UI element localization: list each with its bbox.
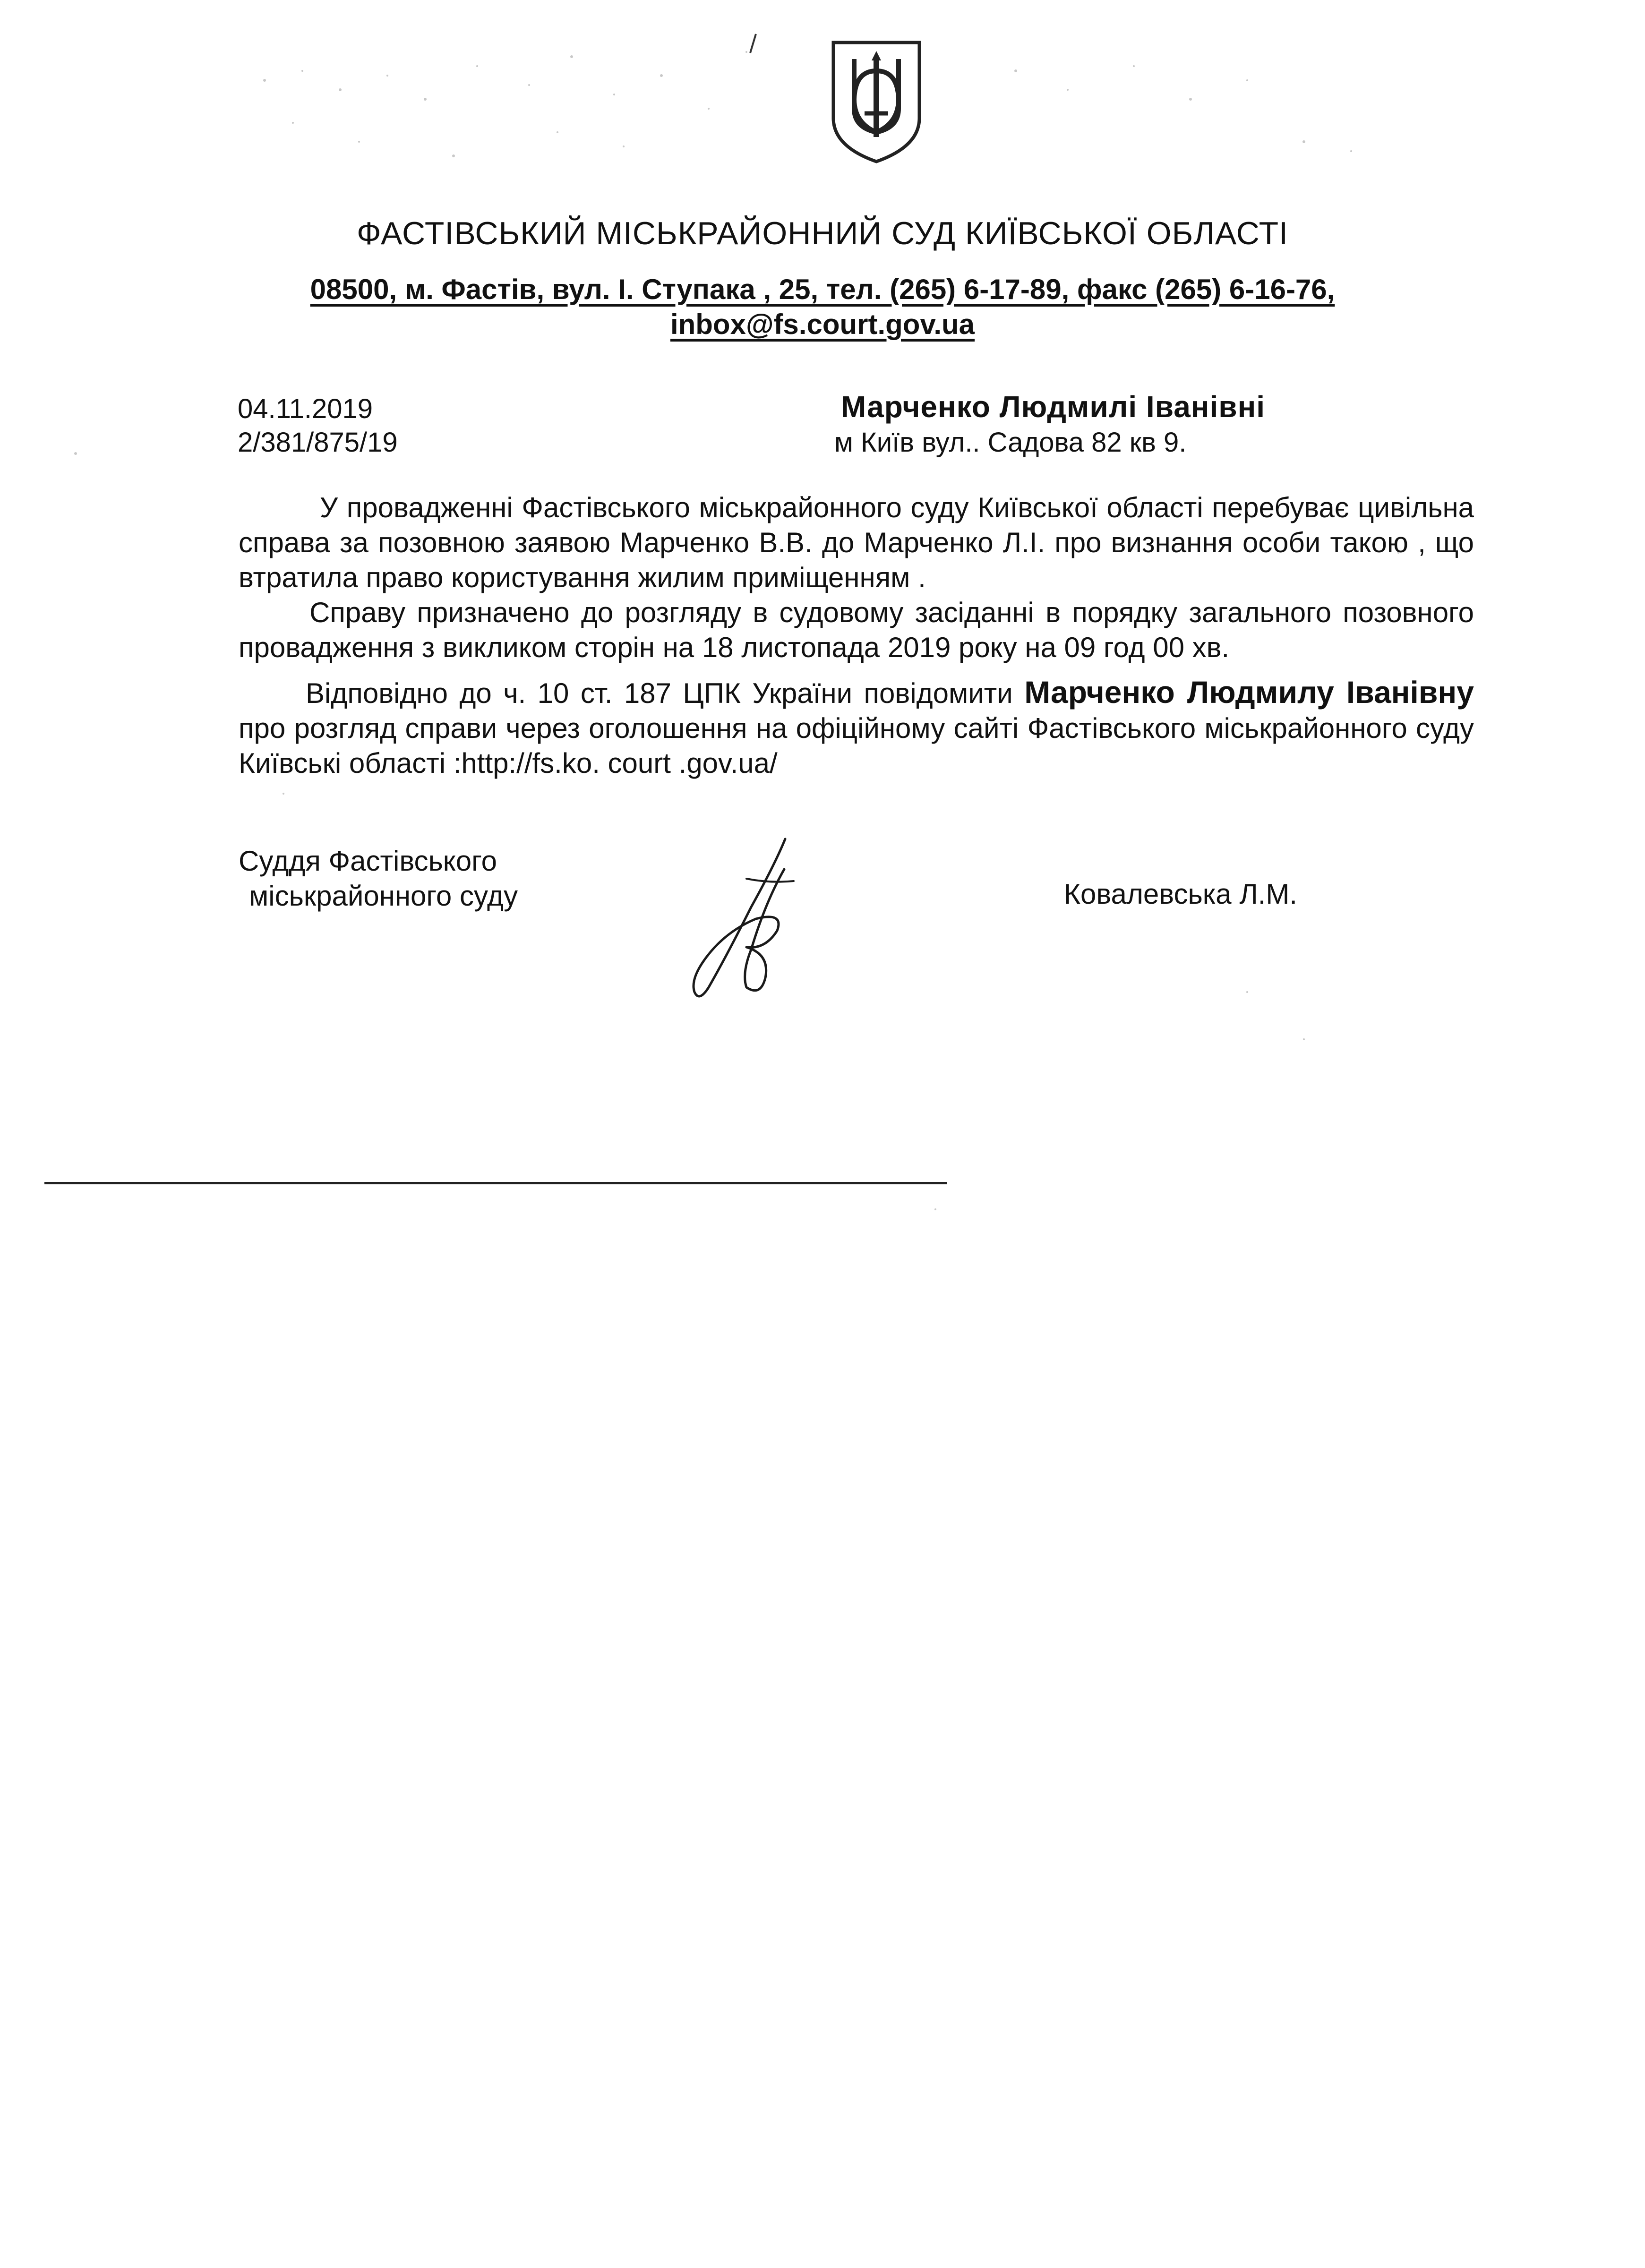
case-number: 2/381/875/19: [238, 427, 398, 458]
recipient-address: м Київ вул.. Садова 82 кв 9.: [834, 427, 1187, 458]
court-email: inbox@fs.court.gov.ua: [670, 308, 975, 340]
judge-name: Ковалевська Л.М.: [1064, 878, 1298, 910]
paragraph-notification: [239, 675, 1474, 781]
notification-text-end: про розгляд справи через оголошення на офіційному сайті Фастівського міськрайонного суду Київські області :http://fs.ko. court .gov.ua/: [239, 712, 1474, 779]
notification-text: Відповідно до ч. 10 ст. 187 ЦПК України повідомити: [306, 677, 1025, 709]
court-name: ФАСТІВСЬКИЙ МІСЬКРАЙОННИЙ СУД КИЇВСЬКОЇ ОБЛАСТІ: [356, 215, 1289, 251]
letter-body: [239, 490, 1474, 781]
judge-title-line2: міськрайонного суду: [249, 880, 518, 912]
notified-person-name: Марченко Людмилу Іванівну: [1024, 675, 1474, 710]
paragraph-case-info: У провадженні Фастівського міськрайонного суду Київської області перебуває цивільна справа за позовною заявою Марченко В.В. до Марченко Л.І. про визнання особи такою , що втратила право користування жилим приміщенням .: [239, 492, 1474, 593]
horizontal-rule: [44, 1182, 947, 1184]
paragraph-hearing-date: Справу призначено до розгляду в судовому засіданні в порядку загального позовного провадження з викликом сторін на 18 листопада 2019 року на 09 год 00 хв.: [239, 597, 1474, 663]
handwritten-signature: [676, 836, 817, 1006]
judge-title: [239, 844, 518, 914]
court-address: 08500, м. Фастів, вул. І. Ступака , 25, тел. (265) 6-17-89, факс (265) 6-16-76,: [310, 274, 1335, 305]
judge-title-line1: Суддя Фастівського: [239, 845, 497, 877]
recipient-name: Марченко Людмилі Іванівні: [841, 390, 1265, 424]
document-date: 04.11.2019: [238, 394, 373, 424]
coat-of-arms-icon: [827, 38, 926, 165]
